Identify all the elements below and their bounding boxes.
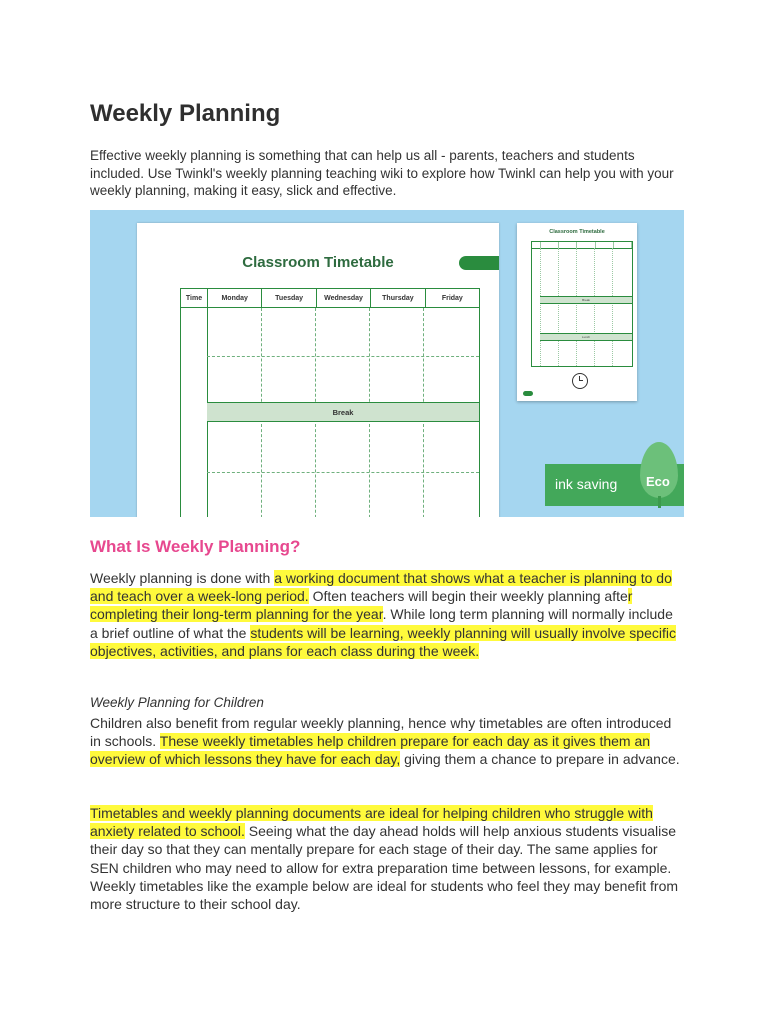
highlighted-text: students will be learning, weekly planning will usually involve specific objectives, activities, and plans for each class during the week. xyxy=(90,624,676,659)
text-span: . While long term planning will normally include a brief outline of what the xyxy=(90,606,673,641)
page-title: Weekly Planning xyxy=(90,100,281,127)
column-header-thursday: Thursday xyxy=(371,289,425,307)
text-span: giving them a chance to prepare in advance. xyxy=(400,751,680,768)
leaf-stem xyxy=(658,496,661,508)
thumb-title: Classroom Timetable xyxy=(549,229,605,235)
column-header-time: Time xyxy=(181,289,208,307)
timetable-thumbnail xyxy=(517,223,637,401)
thumb-header-row xyxy=(532,242,632,249)
thumb-divider xyxy=(594,248,595,366)
text-span: Often teachers will begin their weekly planning afte xyxy=(308,588,628,605)
grid-row-line xyxy=(207,356,479,357)
grid-row-line xyxy=(207,472,479,473)
column-header-tuesday: Tuesday xyxy=(262,289,316,307)
sheet-title: Classroom Timetable xyxy=(242,254,394,271)
twinkl-logo-icon xyxy=(523,391,533,396)
thumb-col xyxy=(614,242,632,248)
thumb-break-row: Break xyxy=(540,296,632,304)
break-row: Break xyxy=(207,402,479,422)
text-span: Children also benefit from regular weekly planning, hence why timetables are often introduced in schools. xyxy=(90,715,672,750)
highlighted-text: a working document that shows what a teacher is planning to do and teach over a week-long period. xyxy=(90,570,672,605)
eco-label: Eco xyxy=(646,474,670,489)
thumb-lunch-row: Lunch xyxy=(540,333,632,341)
timetable-header-row xyxy=(180,288,480,308)
thumb-divider xyxy=(576,248,577,366)
paragraph-children xyxy=(90,714,684,769)
thumb-col xyxy=(577,242,595,248)
timetable-grid xyxy=(180,288,480,517)
highlighted-text: r completing their long-term planning for the year xyxy=(90,588,633,623)
highlighted-text: Timetables and weekly planning documents are ideal for helping children who struggle with anxiety related to school. xyxy=(90,805,653,840)
timetable-body xyxy=(180,308,480,517)
text-span: Seeing what the day ahead holds will help anxious students visualise their day so that they can mentally prepare for each stage of their day. The same applies for SEN children who may need to allow for extra preparation time between lessons, for example. Weekly timetables like the example below are ideal for students who feel they may benefit from more structure to their school day. xyxy=(90,823,679,913)
column-header-friday: Friday xyxy=(441,294,463,302)
timetable-hero-image xyxy=(90,210,684,517)
paragraph-anxiety xyxy=(90,804,684,913)
sheet-tab-decoration xyxy=(459,256,499,270)
thumb-divider xyxy=(558,248,559,366)
paragraph-what-is-planning xyxy=(90,569,684,660)
thumb-grid xyxy=(531,241,633,367)
ink-saving-label: ink saving xyxy=(555,476,618,492)
timetable-sheet xyxy=(137,223,499,517)
column-header-monday: Monday xyxy=(208,289,262,307)
thumb-col xyxy=(559,242,577,248)
leaf-icon xyxy=(640,442,678,498)
thumb-divider xyxy=(540,248,541,366)
section-heading: What Is Weekly Planning? xyxy=(90,537,301,556)
text-span: Weekly planning is done with xyxy=(90,570,275,586)
thumb-divider xyxy=(612,248,613,366)
ink-saving-badge xyxy=(545,464,684,506)
column-header-wednesday: Wednesday xyxy=(317,289,371,307)
intro-paragraph: Effective weekly planning is something that can help us all - parents, teachers and students included. Use Twinkl's weekly planning teaching wiki to explore how Twinkl can help you with your weekly planning, making it easy, slick and effective. xyxy=(90,148,674,199)
subheading: Weekly Planning for Children xyxy=(90,695,264,710)
highlighted-text: These weekly timetables help children prepare for each day as it gives them an overview of which lessons they have for each day, xyxy=(90,733,651,768)
clock-icon xyxy=(572,373,588,389)
thumb-col xyxy=(541,242,559,248)
